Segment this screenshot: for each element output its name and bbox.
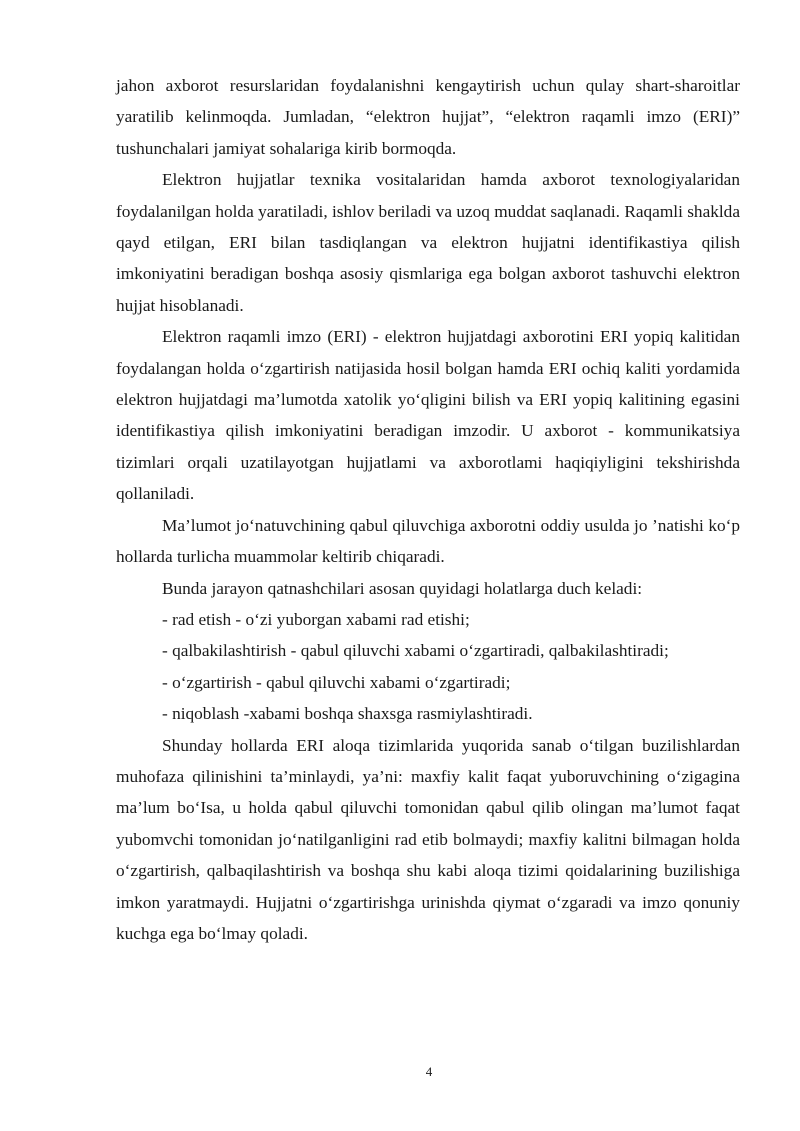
list-item-rad-etish: - rad etish - o‘zi yuborgan xabami rad etishi; (162, 609, 470, 629)
list-item-qalbakilashtirish: - qalbakilashtirish - qabul qiluvchi xabami o‘zgartiradi, qalbakilashtiradi; (162, 641, 669, 661)
paragraph-sender-problems: Ma’lumot jo‘natuvchining qabul qiluvchiga axborotni oddiy usulda jo ’natishi ko‘p hollarda turlicha muammolar keltirib chiqaradi. (116, 515, 740, 567)
page-number: 4 (425, 1064, 433, 1079)
paragraph-continuation: jahon axborot resurslaridan foydalanishni kengaytirish uchun qulay shart-sharoitlar yaratilib kelinmoqda. Jumladan, “elektron hujjat”, “elektron raqamli imzo (ERI)” tushunchalari jamiyat sohalariga kirib bormoqda. (116, 76, 740, 158)
list-item-ozgartirish: - o‘zgartirish - qabul qiluvchi xabami o‘zgartiradi; (162, 672, 511, 692)
paragraph-electronic-documents: Elektron hujjatlar texnika vositalaridan hamda axborot texnologiyalaridan foydalanilgan holda yaratiladi, ishlov beriladi va uzoq muddat saqlanadi. Raqamli shaklda qayd etilgan, ERI bilan tasdiqlangan va elektron hujjatni identifikastiya qilish imkoniyatini beradigan boshqa asosiy qismlariga ega bolgan axborot tashuvchi elektron hujjat hisoblanadi. (116, 170, 740, 315)
paragraph-eri-protection: Shunday hollarda ERI aloqa tizimlarida yuqorida sanab o‘tilgan buzilishlardan muhofaza qilinishini ta’minlaydi, ya’ni: maxfiy kalit faqat yuboruvchining o‘zigagina ma’lum bo‘Isa, u holda qabul qiluvchi tomonidan qabul qilib olingan ma’lumot faqat yubomvchi tomonidan jo‘natilganligini rad etib bolmaydi; maxfiy kalitni bilmagan holda o‘zgartirish, qalbaqilashtirish va boshqa shu kabi aloqa tizimi qoidalarining buzilishiga imkon yaratmaydi. Hujjatni o‘zgartirishga urinishda qiymat o‘zgaradi va imzo qonuniy kuchga ega bo‘lmay qoladi. (116, 735, 740, 943)
list-item-niqoblash: - niqoblash -xabami boshqa shaxsga rasmiylashtiradi. (162, 704, 533, 724)
document-body (116, 70, 740, 949)
list-intro: Bunda jarayon qatnashchilari asosan quyidagi holatlarga duch keladi: (162, 578, 643, 598)
paragraph-eri-definition: Elektron raqamli imzo (ERI) - elektron hujjatdagi axborotini ERI yopiq kalitidan foydalangan holda o‘zgartirish natijasida hosil bolgan hamda ERI ochiq kaliti yordamida elektron hujjatdagi ma’lumotda xatolik yo‘qligini bilish va ERI yopiq kalitining egasini identifikastiya qilish imkoniyatini beradigan imzodir. U axborot - kommunikatsiya tizimlari orqali uzatilayotgan hujjatlami va axborotlami haqiqiyligini tekshirishda qollaniladi. (116, 327, 740, 504)
